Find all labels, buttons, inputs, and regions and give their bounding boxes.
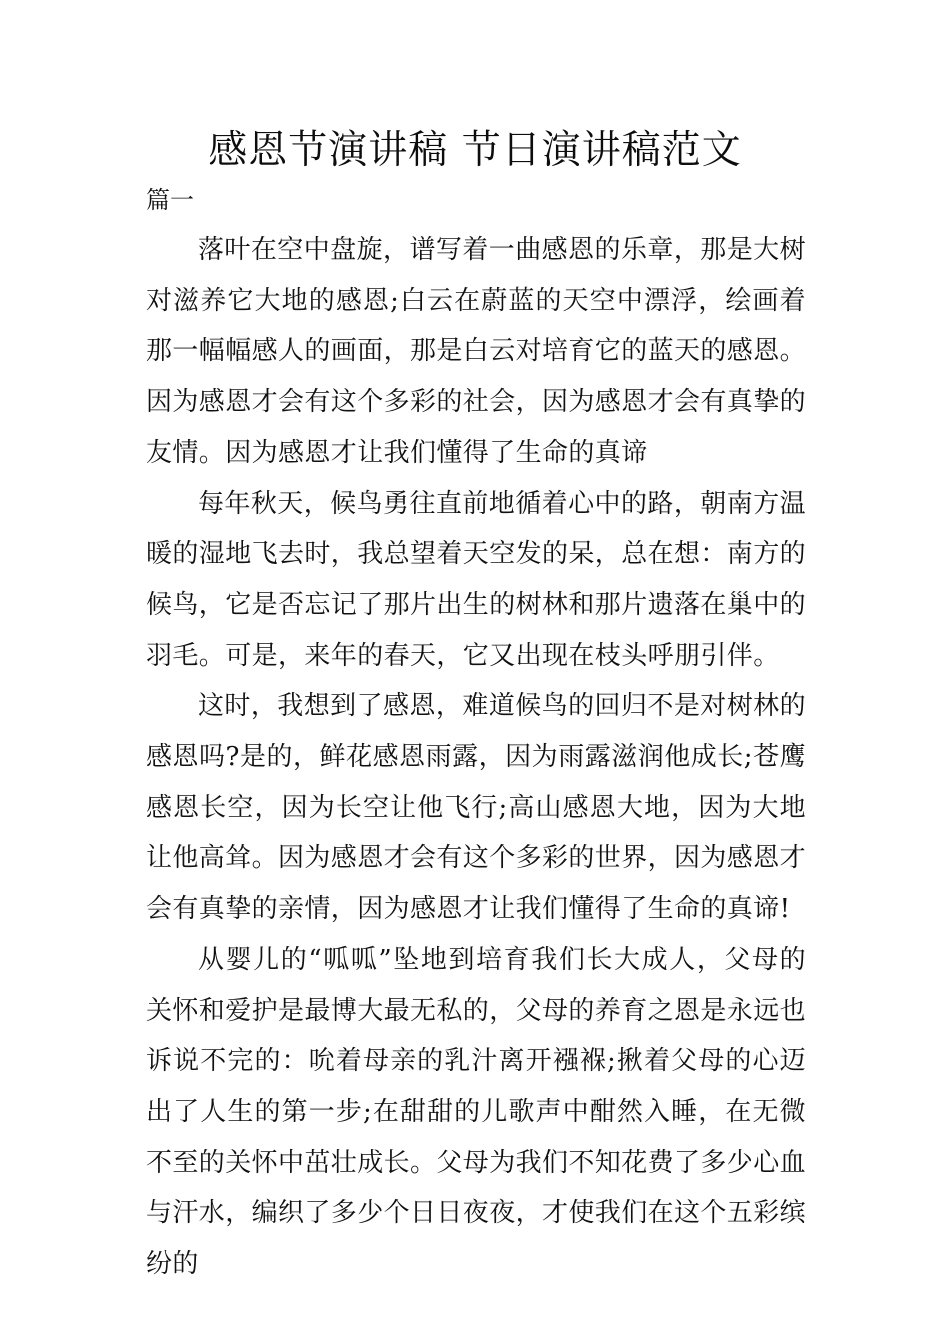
document-title: 感恩节演讲稿 节日演讲稿范文 bbox=[208, 128, 742, 173]
paragraph-3: 这时，我想到了感恩，难道候鸟的回归不是对树林的感恩吗?是的，鲜花感恩雨露，因为雨露滋润他成长;苍鹰感恩长空，因为长空让他飞行;高山感恩大地，因为大地让他高耸。因为感恩才会有这个多彩的世界，因为感恩才会有真挚的亲情，因为感恩才让我们懂得了生命的真谛! bbox=[146, 691, 807, 925]
document-body bbox=[146, 225, 806, 1290]
paragraph-4: 从婴儿的“呱呱”坠地到培育我们长大成人，父母的关怀和爱护是最博大最无私的，父母的养育之恩是永远也诉说不完的：吮着母亲的乳汁离开襁褓;揪着父母的心迈出了人生的第一步;在甜甜的儿歌声中酣然入睡，在无微不至的关怀中茁壮成长。父母为我们不知花费了多少心血与汗水，编织了多少个日日夜夜，才使我们在这个五彩缤纷的 bbox=[146, 944, 807, 1280]
paragraph-2: 每年秋天，候鸟勇往直前地循着心中的路，朝南方温暖的湿地飞去时，我总望着天空发的呆，总在想：南方的候鸟，它是否忘记了那片出生的树林和那片遗落在巢中的羽毛。可是，来年的春天，它又出现在枝头呼朋引伴。 bbox=[146, 488, 807, 671]
paragraph-1: 落叶在空中盘旋，谱写着一曲感恩的乐章，那是大树对滋养它大地的感恩;白云在蔚蓝的天空中漂浮，绘画着那一幅幅感人的画面，那是白云对培育它的蓝天的感恩。因为感恩才会有这个多彩的社会，因为感恩才会有真挚的友情。因为感恩才让我们懂得了生命的真谛 bbox=[146, 235, 807, 468]
section-label: 篇一 bbox=[146, 186, 194, 214]
